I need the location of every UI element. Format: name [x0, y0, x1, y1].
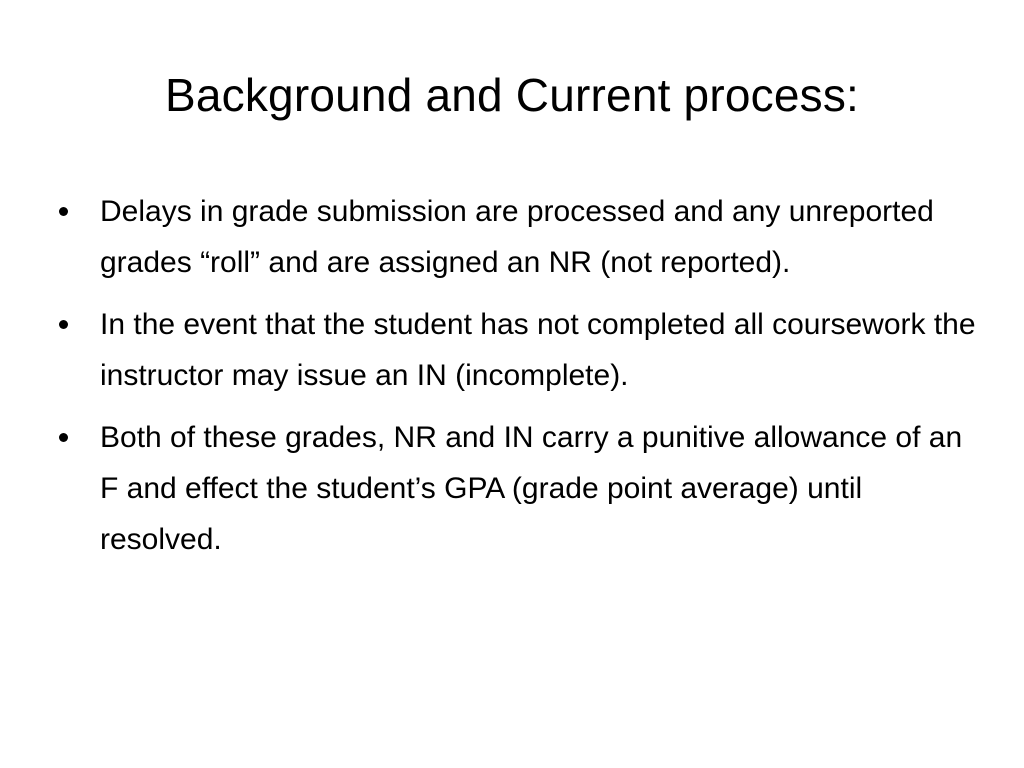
bullet-point-icon [59, 320, 68, 329]
bullet-list [56, 186, 986, 576]
bullet-point-icon [59, 433, 68, 442]
bullet-text: In the event that the student has not completed all coursework the instructor may issue an IN (incomplete). [100, 308, 976, 392]
bullet-item [56, 299, 986, 401]
bullet-text: Both of these grades, NR and IN carry a punitive allowance of an F and effect the student’s GPA (grade point average) until resolved. [100, 421, 963, 556]
bullet-point-icon [59, 207, 68, 216]
bullet-text: Delays in grade submission are processed and any unreported grades “roll” and are assigned an NR (not reported). [100, 195, 934, 279]
bullet-item [56, 412, 986, 565]
slide-title: Background and Current process: [164, 69, 860, 121]
bullet-item [56, 186, 986, 288]
